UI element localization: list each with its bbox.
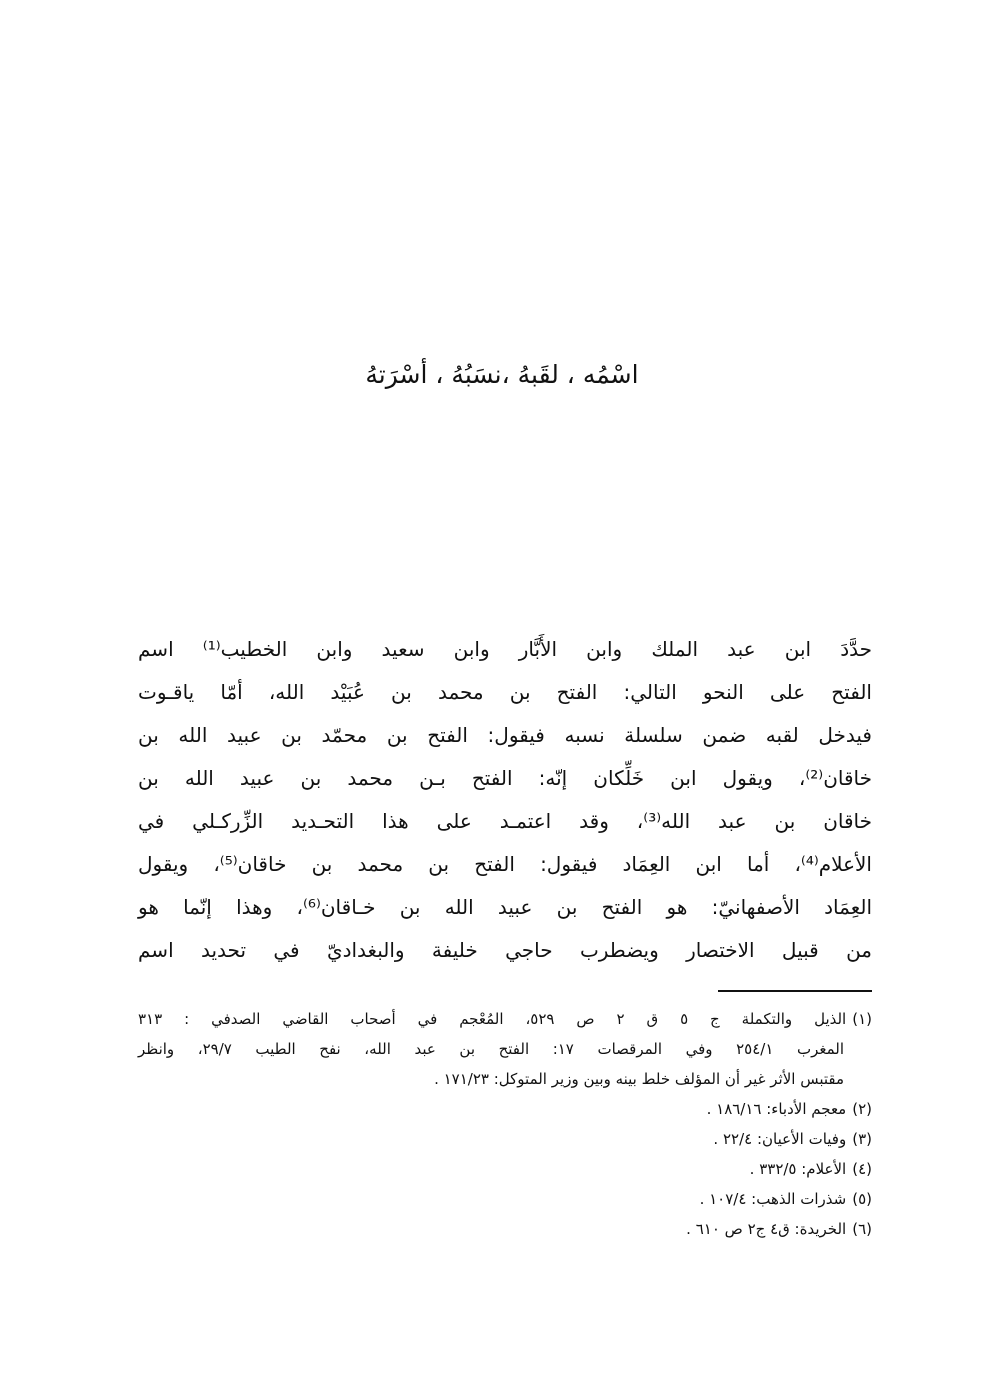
footnote-number: (٦) [852,1220,872,1238]
body-line: فيدخل لقبه ضمن سلسلة نسبه فيقول: الفتح بن محمّد بن عبيد الله بن [138,723,872,747]
footnote-text: المغرب ٢٥٤/١ وفي المرقصات ١٧: الفتح بن عبد الله، نفح الطيب ٢٩/٧، وانظر [138,1040,844,1058]
body-line: الفتح على النحو التالي: الفتح بن محمد بن عُبَيْد الله، أمّا ياقـوت [138,680,872,704]
footnote-number: (٢) [852,1100,872,1118]
footnote-separator [718,990,872,992]
chapter-title: اسْمُه ، لقَبهُ ،نسَبُهُ ، أسْرَتهُ [365,360,639,389]
body-line: من قبيل الاختصار ويضطرب حاجي خليفة والبغداديّ في تحديد اسم [138,938,872,962]
footnote-4 [138,1154,872,1184]
footnote-text: شذرات الذهب: ١٠٧/٤ . [699,1190,847,1208]
footnote-number: (٣) [852,1130,872,1148]
body-line: العِمَاد الأصفهانيّ: هو الفتح بن عبيد الله بن خـاقان⁽⁶⁾، وهذا إنّما هو [138,895,873,919]
footnote-1-continued [138,1064,872,1094]
footnote-3 [138,1124,872,1154]
footnote-number: (٤) [852,1160,872,1178]
footnote-text: الذيل والتكملة ج ٥ ق ٢ ص ٥٢٩، المُعْجم في أصحاب القاضي الصدفي : ٣١٣ [138,1010,847,1028]
footnote-1-continued [138,1034,872,1064]
footnote-text: الأعلام: ٣٣٢/٥ . [749,1160,847,1178]
footnote-6 [138,1214,872,1244]
body-line: الأعلام⁽⁴⁾، أما ابن العِمَاد فيقول: الفتح بن محمد بن خاقان⁽⁵⁾، ويقول [138,852,872,876]
footnote-text: مقتبس الأثر غير أن المؤلف خلط بينه وبين وزير المتوكل: ١٧١/٢٣ . [434,1070,844,1088]
body-line: خاقان⁽²⁾، ويقول ابن خَلِّكان إنّه: الفتح بـن محمد بن عبيد الله بن [138,766,872,790]
footnotes [138,1004,872,1244]
footnote-number: (١) [852,1010,873,1028]
footnote-text: معجم الأدباء: ١٨٦/١٦ . [706,1100,847,1118]
footnote-number: (٥) [852,1190,872,1208]
body-line: حدَّدَ ابن عبد الملك وابن الأَبَّار وابن سعيد وابن الخطيب⁽¹⁾ اسم [138,637,873,661]
footnote-5 [138,1184,872,1214]
footnote-1 [138,1004,872,1034]
footnote-text: وفيات الأعيان: ٢٢/٤ . [713,1130,847,1148]
body-paragraph [138,628,872,972]
footnote-text: الخريدة: ق٤ ج٢ ص ٦١٠ . [686,1220,847,1238]
footnote-2 [138,1094,872,1124]
body-line: خاقان بن عبد الله⁽³⁾، وقد اعتمـد على هذا التحـديد الزِّركـلي في [138,809,872,833]
